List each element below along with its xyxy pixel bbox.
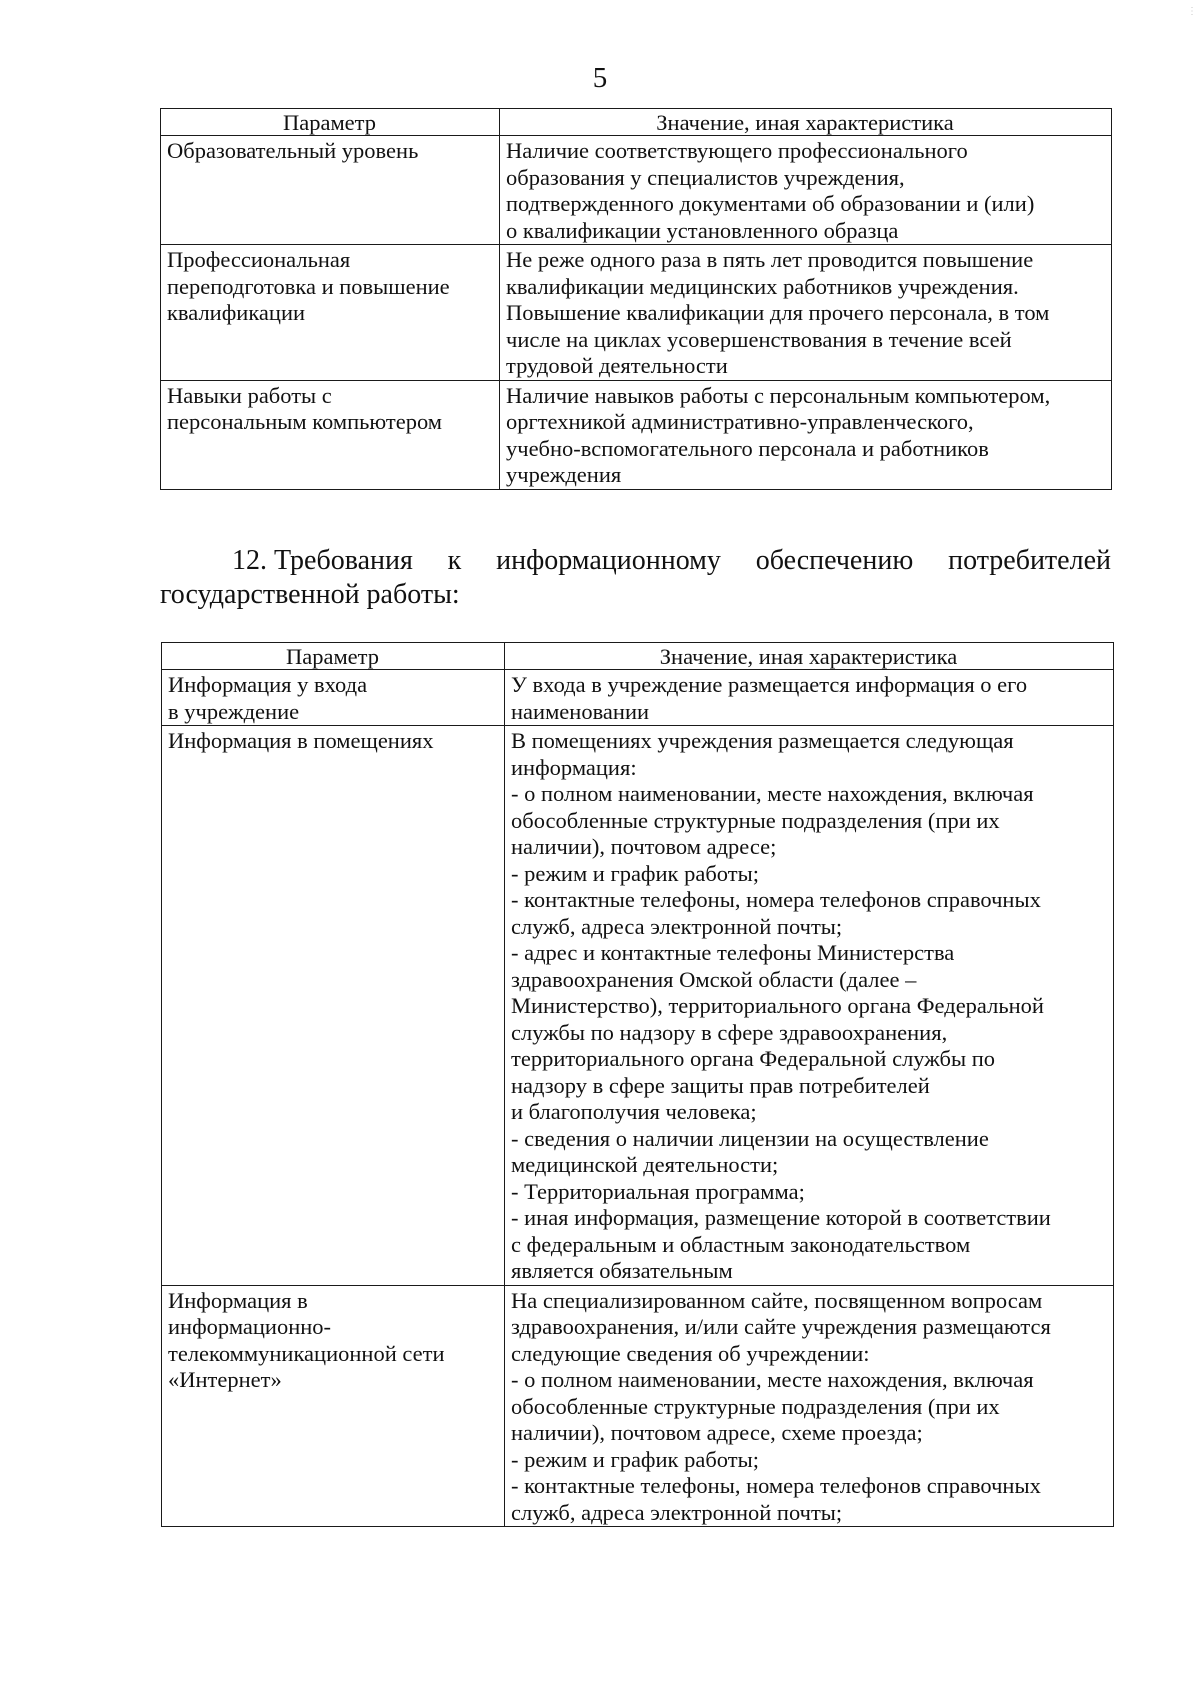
table-header-row [162,643,1114,670]
value-text-line: учебно-вспомогательного персонала и работников [506,435,989,461]
value-text-line: служб, адреса электронной почты; [511,913,843,939]
table-row [161,136,1112,245]
parameter-text-line: Информация у входа [168,672,368,697]
value-cell [505,670,1114,726]
parameter-text-line: информационно- [168,1314,332,1339]
value-text-line: Министерство), территориального органа Федеральной [511,993,1044,1018]
value-text-line: - о полном наименовании, месте нахождения, включая [511,1367,1034,1392]
value-text-line: Наличие навыков работы с персональным компьютером, [506,382,1051,408]
value-text-line: - иная информация, размещение которой в соответствии [511,1205,1051,1230]
section-heading-word: 12. Требования [232,545,413,576]
table-row [161,245,1112,381]
parameter-text-line: телекоммуникационной сети [168,1340,445,1366]
parameter-cell [162,726,505,1286]
value-cell [505,1285,1114,1527]
parameter-text-line: персональным компьютером [167,409,443,434]
value-text-line: подтвержденного документами об образовании и (или) [506,191,1035,216]
value-cell [500,136,1112,245]
value-text-line: - о полном наименовании, месте нахождения, включая [511,781,1034,806]
parameter-text-line: переподготовка и повышение [167,273,450,299]
value-text-line: На специализированном сайте, посвященном вопросам [511,1287,1043,1313]
value-text-line: служб, адреса электронной почты; [511,1499,843,1525]
value-cell [500,380,1112,489]
value-text-line: следующие сведения об учреждении: [511,1340,870,1366]
scan-artifact: ⋮ [1187,6,1197,17]
parameter-cell [161,380,500,489]
parameter-text-line: «Интернет» [168,1367,282,1392]
parameter-cell [162,1285,505,1527]
value-text-line: является обязательным [511,1258,733,1283]
value-text-line: Наличие соответствующего профессионального [506,138,968,163]
value-text-line: оргтехникой административно-управленческого, [506,409,974,434]
section-heading-word: информационному [496,545,721,576]
section-heading-line2: государственной работы: [160,579,460,610]
value-text-line: - адрес и контактные телефоны Министерства [511,940,955,965]
value-text-line: - режим и график работы; [511,1446,759,1472]
parameter-cell [162,670,505,726]
value-text-line: наличии), почтовом адресе; [511,834,777,859]
value-text-line: наличии), почтовом адресе, схеме проезда; [511,1420,923,1445]
value-text-line: - контактные телефоны, номера телефонов справочных [511,887,1041,912]
value-text-line: наименовании [511,698,650,724]
value-text-line: надзору в сфере защиты прав потребителей [511,1072,930,1098]
section-heading-word: к [447,545,462,576]
value-text-line: образования у специалистов учреждения, [506,164,905,190]
value-text-line: обособленные структурные подразделения (при их [511,1393,1000,1419]
table-row [162,670,1114,726]
value-text-line: Повышение квалификации для прочего персонала, в том [506,300,1050,325]
section-12-heading [160,544,1111,612]
section-heading-line1 [160,544,1111,578]
table-row [162,726,1114,1286]
value-text-line: трудовой деятельности [506,353,728,378]
value-text-line: обособленные структурные подразделения (при их [511,807,1000,833]
section-heading-word: потребителей [948,545,1111,576]
value-text-line: В помещениях учреждения размещается следующая [511,728,1014,753]
value-text-line: учреждения [506,462,622,487]
parameter-text-line: Информация в помещениях [168,728,434,753]
table-header-row [161,109,1112,136]
column-header-parameter: Параметр [161,109,500,136]
value-text-line: - режим и график работы; [511,860,759,886]
personnel-requirements-table [160,108,1112,490]
value-cell [500,245,1112,381]
parameter-cell [161,245,500,381]
value-text-line: о квалификации установленного образца [506,217,899,243]
information-requirements-table [161,642,1114,1527]
value-text-line: информация: [511,754,637,780]
table-row [162,1285,1114,1527]
value-text-line: медицинской деятельности; [511,1152,779,1177]
parameter-text-line: Навыки работы с [167,382,332,408]
parameter-text-line: в учреждение [168,698,300,724]
value-text-line: территориального органа Федеральной службы по [511,1046,995,1071]
parameter-text-line: квалификации [167,300,306,325]
value-text-line: квалификации медицинских работников учреждения. [506,273,1019,299]
parameter-text-line: Профессиональная [167,247,351,272]
value-text-line: Не реже одного раза в пять лет проводится повышение [506,247,1034,272]
section-heading-word: обеспечению [755,545,914,576]
value-text-line: - сведения о наличии лицензии на осуществление [511,1125,989,1151]
table-row [161,380,1112,489]
column-header-value: Значение, иная характеристика [500,109,1112,136]
value-cell [505,726,1114,1286]
column-header-parameter: Параметр [162,643,505,670]
value-text-line: службы по надзору в сфере здравоохранения, [511,1019,948,1045]
parameter-text-line: Информация в [168,1287,308,1313]
page-number: 5 [592,62,608,94]
column-header-value: Значение, иная характеристика [505,643,1114,670]
value-text-line: с федеральным и областным законодательством [511,1231,971,1257]
value-text-line: здравоохранения Омской области (далее – [511,966,917,992]
value-text-line: У входа в учреждение размещается информация о его [511,672,1028,697]
value-text-line: и благополучия человека; [511,1099,757,1124]
value-text-line: здравоохранения, и/или сайте учреждения размещаются [511,1314,1051,1339]
parameter-text-line: Образовательный уровень [167,138,419,163]
value-text-line: - Территориальная программа; [511,1178,805,1204]
value-text-line: - контактные телефоны, номера телефонов справочных [511,1473,1041,1498]
parameter-cell [161,136,500,245]
value-text-line: числе на циклах усовершенствования в течение всей [506,326,1012,352]
